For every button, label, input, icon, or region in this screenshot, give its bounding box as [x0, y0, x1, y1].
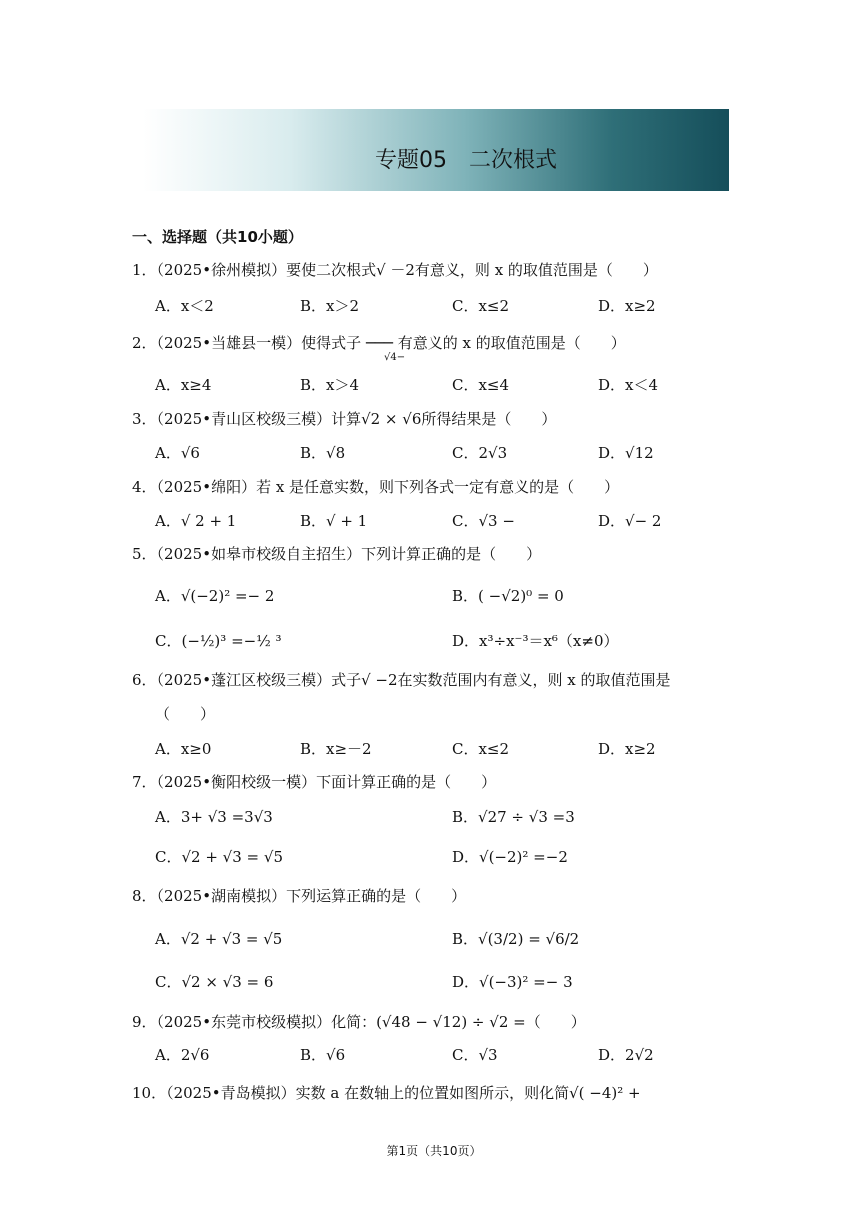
q5-option-a: A．√(−2)² =− 2 [155, 587, 275, 605]
q5-option-d: D．x³÷x⁻³＝x⁶（x≠0） [452, 632, 619, 650]
question-5: 5．（2025•如皋市校级自主招生）下列计算正确的是（ ） [132, 545, 542, 563]
q4-option-d: D．√− 2 [598, 512, 662, 530]
q1-option-b: B．x＞2 [300, 297, 360, 315]
title-banner [143, 109, 729, 191]
q9-option-b: B．√6 [300, 1046, 346, 1064]
question-6: 6．（2025•蓬江区校级三模）式子√ −2在实数范围内有意义，则 x 的取值范围是 [132, 671, 671, 689]
q5-option-b: B．( −√2)⁰ = 0 [452, 587, 564, 605]
q2-option-b: B．x＞4 [300, 376, 360, 394]
q4-option-c: C．√3 − [452, 512, 515, 530]
question-3: 3．（2025•青山区校级三模）计算√2 × √6所得结果是（ ） [132, 410, 557, 428]
q8-option-d: D．√(−3)² =− 3 [452, 973, 573, 991]
question-2: 2．（2025•当雄县一模）使得式子 ─── 有意义的 x 的取值范围是（ ） [132, 334, 626, 352]
question-9: 9．（2025•东莞市校级模拟）化简：(√48 − √12) ÷ √2 =（ ） [132, 1013, 586, 1031]
q9-option-c: C．√3 [452, 1046, 498, 1064]
q3-option-c: C．2√3 [452, 444, 508, 462]
q3-option-b: B．√8 [300, 444, 346, 462]
q7-option-a: A．3+ √3 =3√3 [155, 808, 273, 826]
q3-option-d: D．√12 [598, 444, 654, 462]
question-10: 10．（2025•青岛模拟）实数 a 在数轴上的位置如图所示，则化简√( −4)² + [132, 1084, 641, 1102]
q1-option-d: D．x≥2 [598, 297, 656, 315]
question-7: 7．（2025•衡阳校级一模）下面计算正确的是（ ） [132, 773, 497, 791]
q1-option-a: A．x＜2 [155, 297, 214, 315]
q8-option-c: C．√2 × √3 = 6 [155, 973, 274, 991]
q6-option-c: C．x≤2 [452, 740, 510, 758]
page-title: 专题05 二次根式 [375, 148, 557, 173]
q6-option-d: D．x≥2 [598, 740, 656, 758]
q6-option-b: B．x≥－2 [300, 740, 372, 758]
question-4: 4．（2025•绵阳）若 x 是任意实数，则下列各式一定有意义的是（ ） [132, 478, 620, 496]
q2-option-a: A．x≥4 [155, 376, 212, 394]
q5-option-c: C．(−½)³ =−½ ³ [155, 632, 282, 650]
q8-option-a: A．√2 + √3 = √5 [155, 930, 283, 948]
question-8: 8．（2025•湖南模拟）下列运算正确的是（ ） [132, 887, 467, 905]
q7-option-d: D．√(−2)² =−2 [452, 848, 568, 866]
q7-option-b: B．√27 ÷ √3 =3 [452, 808, 575, 826]
q4-option-b: B．√ + 1 [300, 512, 368, 530]
q8-option-b: B．√(3/2) = √6/2 [452, 930, 580, 948]
question-6-bracket: （ ） [155, 705, 216, 723]
q1-option-c: C．x≤2 [452, 297, 510, 315]
q9-option-a: A．2√6 [155, 1046, 210, 1064]
q4-option-a: A．√ 2 + 1 [155, 512, 237, 530]
q2-fraction-denominator: √4− [384, 352, 406, 363]
q7-option-c: C．√2 + √3 = √5 [155, 848, 283, 866]
q3-option-a: A．√6 [155, 444, 200, 462]
question-1: 1．（2025•徐州模拟）要使二次根式√ －2有意义，则 x 的取值范围是（ ） [132, 261, 658, 279]
page-footer: 第1页（共10页） [386, 1144, 482, 1158]
q6-option-a: A．x≥0 [155, 740, 212, 758]
q9-option-d: D．2√2 [598, 1046, 654, 1064]
section-heading: 一、选择题（共10小题） [132, 228, 303, 246]
q2-option-c: C．x≤4 [452, 376, 510, 394]
q2-option-d: D．x＜4 [598, 376, 659, 394]
